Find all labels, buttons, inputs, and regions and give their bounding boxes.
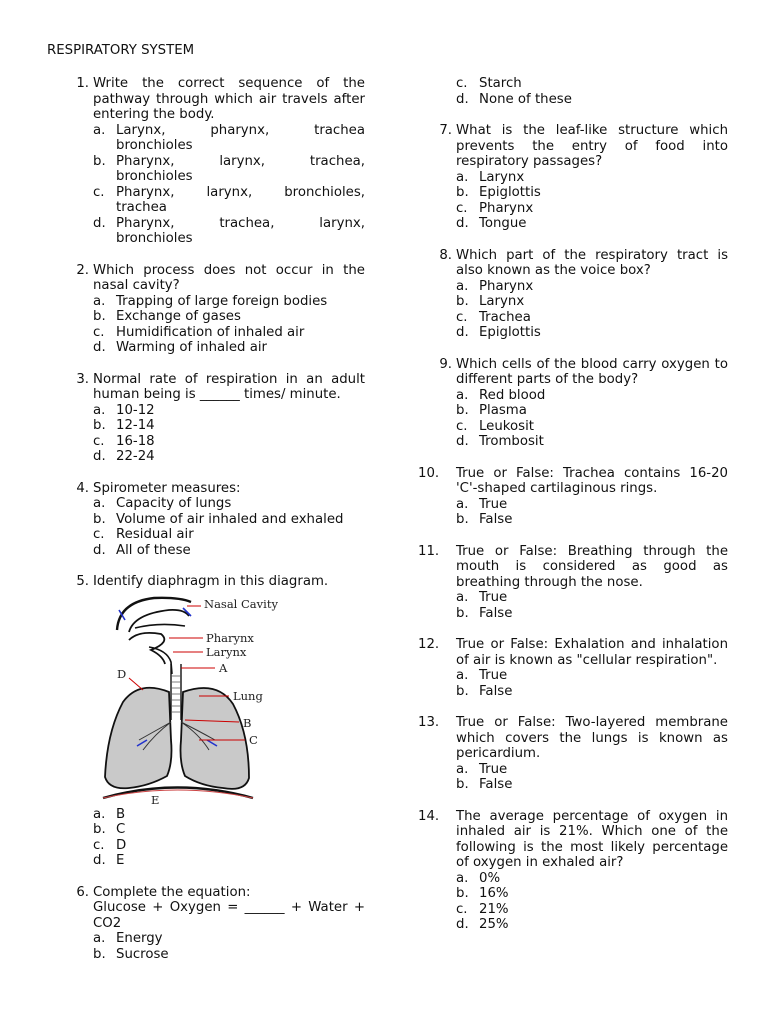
- option-text: Trapping of large foreign bodies: [116, 293, 328, 309]
- question-text: Which part of the respiratory tract is also known as the voice box?: [456, 247, 728, 278]
- option-text-continued: bronchioles: [116, 169, 193, 184]
- option-c[interactable]: [93, 185, 365, 201]
- option-letter: c.: [93, 837, 105, 853]
- question-text: Which process does not occur in the nasal cavity?: [93, 262, 365, 293]
- question-7: [418, 123, 728, 232]
- option-text: Exchange of gases: [116, 309, 241, 324]
- option-c[interactable]: [456, 201, 728, 217]
- question-number: 6.: [76, 884, 89, 900]
- question-text: True or False: Two-layered membrane which covers the lungs is known as pericardium.: [456, 715, 728, 761]
- option-text: Larynx: [479, 169, 525, 185]
- option-text: Pharynx, larynx, trachea,: [116, 153, 365, 169]
- option-d-continued: [93, 231, 365, 247]
- question-number: 4.: [76, 480, 89, 496]
- option-c[interactable]: [93, 838, 365, 854]
- question-text: Write the correct sequence of the pathway through which air travels after entering the body.: [93, 76, 365, 122]
- option-list: [456, 170, 728, 232]
- option-a[interactable]: [456, 497, 728, 513]
- question-2: [55, 263, 365, 356]
- option-c[interactable]: [93, 325, 365, 341]
- option-text: False: [479, 512, 513, 527]
- option-a[interactable]: [93, 807, 365, 823]
- question-13: [418, 715, 728, 793]
- option-d[interactable]: [456, 917, 728, 933]
- right-lung: [181, 688, 250, 789]
- right-column: [418, 76, 728, 949]
- option-text: 25%: [479, 917, 509, 932]
- option-text: Residual air: [116, 527, 194, 542]
- question-text: True or False: Breathing through the mouth is considered as good as breathing through the nose.: [456, 543, 728, 590]
- option-letter: c.: [456, 200, 468, 216]
- option-text: Volume of air inhaled and exhaled: [116, 511, 344, 527]
- label-e: E: [151, 792, 160, 807]
- option-letter: b.: [93, 418, 106, 433]
- option-list: [456, 762, 728, 793]
- option-b[interactable]: [456, 886, 728, 902]
- mouth-outline: [129, 632, 165, 663]
- option-letter: a.: [456, 387, 469, 403]
- option-b[interactable]: [456, 777, 728, 793]
- option-letter: a.: [93, 496, 106, 511]
- label-nasal-cavity: Nasal Cavity: [204, 596, 278, 611]
- option-b-continued: [93, 169, 365, 185]
- option-list: [93, 123, 365, 247]
- option-list: [93, 496, 365, 558]
- option-list: [456, 388, 728, 450]
- option-letter: b.: [93, 511, 106, 527]
- option-d[interactable]: [456, 325, 728, 341]
- page-title: RESPIRATORY SYSTEM: [47, 43, 195, 58]
- option-list: [456, 668, 728, 699]
- option-text: 12-14: [116, 418, 155, 433]
- option-b[interactable]: [456, 294, 728, 310]
- option-a[interactable]: [93, 123, 365, 139]
- option-letter: a.: [456, 590, 469, 605]
- label-b: B: [243, 715, 252, 730]
- option-a[interactable]: [93, 496, 365, 512]
- option-b[interactable]: [456, 403, 728, 419]
- option-d[interactable]: [93, 853, 365, 869]
- question-number: 12.: [418, 637, 440, 652]
- leader-d: [129, 678, 143, 690]
- question-3: [55, 372, 365, 465]
- option-c[interactable]: [456, 310, 728, 326]
- option-c[interactable]: [93, 434, 365, 450]
- option-letter: a.: [456, 668, 469, 683]
- diaphragm-highlight: [103, 790, 253, 798]
- option-text-continued: trachea: [116, 200, 167, 215]
- option-text: Pharynx, larynx, bronchioles,: [116, 184, 365, 200]
- option-letter: a.: [456, 169, 469, 185]
- option-d[interactable]: [93, 340, 365, 356]
- question-text: Normal rate of respiration in an adult human being is ______ times/ minute.: [93, 371, 365, 402]
- option-text: Capacity of lungs: [116, 496, 232, 511]
- option-text: Humidification of inhaled air: [116, 324, 305, 340]
- question-number: 14.: [418, 808, 440, 824]
- option-list: [456, 497, 728, 528]
- option-text: Tongue: [479, 216, 527, 231]
- option-letter: c.: [456, 309, 468, 325]
- option-text: Trachea: [479, 309, 531, 325]
- left-lung: [105, 687, 172, 788]
- option-b[interactable]: [93, 309, 365, 325]
- question-6-continued: [418, 76, 728, 107]
- option-text: Warming of inhaled air: [116, 340, 268, 355]
- option-a[interactable]: [456, 388, 728, 404]
- option-c[interactable]: [456, 419, 728, 435]
- option-list: [93, 403, 365, 465]
- option-letter: b.: [93, 309, 106, 324]
- option-letter: d.: [93, 449, 106, 464]
- option-list: [93, 931, 365, 962]
- option-d[interactable]: [93, 543, 365, 559]
- option-text: Trombosit: [479, 434, 544, 449]
- option-a[interactable]: [93, 294, 365, 310]
- option-b[interactable]: [93, 947, 365, 963]
- option-text: Pharynx: [479, 200, 534, 216]
- option-letter: c.: [456, 76, 468, 91]
- option-text: Plasma: [479, 403, 527, 418]
- label-d: D: [117, 666, 127, 681]
- option-text: True: [479, 761, 508, 777]
- option-c[interactable]: [456, 76, 728, 92]
- option-letter: b.: [456, 512, 469, 527]
- option-a[interactable]: [456, 762, 728, 778]
- question-text: True or False: Exhalation and inhalation of air is known as "cellular respiration".: [456, 637, 728, 668]
- respiratory-diagram: [89, 592, 279, 807]
- option-letter: b.: [93, 946, 106, 962]
- trachea-rings: [171, 676, 181, 712]
- option-b[interactable]: [456, 185, 728, 201]
- option-letter: b.: [456, 294, 469, 309]
- option-a[interactable]: [456, 871, 728, 887]
- option-text: Energy: [116, 931, 163, 946]
- question-number: 2.: [76, 262, 89, 278]
- option-letter: c.: [456, 418, 468, 434]
- option-b[interactable]: [93, 512, 365, 528]
- option-a[interactable]: [456, 590, 728, 606]
- option-letter: a.: [456, 496, 469, 512]
- option-letter: b.: [456, 886, 469, 901]
- option-letter: d.: [456, 325, 469, 340]
- option-letter: a.: [93, 402, 106, 418]
- question-text-equation: Glucose + Oxygen = ______ + Water + CO2: [93, 900, 365, 931]
- option-text: Larynx: [479, 294, 525, 309]
- option-a[interactable]: [93, 403, 365, 419]
- option-text-continued: bronchioles: [116, 231, 193, 246]
- option-text: Pharynx: [479, 278, 534, 294]
- question-text: What is the leaf-like structure which prevents the entry of food into respiratory passages?: [456, 123, 728, 169]
- option-letter: c.: [93, 433, 105, 449]
- option-letter: a.: [93, 931, 106, 946]
- option-letter: b.: [456, 403, 469, 418]
- option-c-continued: [93, 200, 365, 216]
- option-letter: c.: [93, 324, 105, 340]
- option-text: None of these: [479, 91, 572, 107]
- option-list: [93, 807, 365, 869]
- question-6: [55, 885, 365, 963]
- option-letter: d.: [93, 340, 106, 355]
- question-number: 7.: [439, 123, 452, 138]
- question-9: [418, 357, 728, 450]
- question-text: The average percentage of oxygen in inhaled air is 21%. Which one of the following is the most likely percentage of oxygen in exhaled air?: [456, 808, 728, 870]
- option-text: 22-24: [116, 449, 155, 464]
- option-letter: d.: [93, 853, 106, 868]
- option-letter: c.: [93, 527, 105, 542]
- option-a[interactable]: [456, 668, 728, 684]
- option-text: Leukosit: [479, 418, 534, 434]
- question-12: [418, 637, 728, 699]
- option-letter: b.: [93, 153, 106, 169]
- question-number: 1.: [76, 76, 89, 91]
- question-10: [418, 466, 728, 528]
- option-list: [93, 294, 365, 356]
- option-list: [456, 76, 728, 107]
- option-c[interactable]: [93, 527, 365, 543]
- option-letter: b.: [456, 777, 469, 792]
- option-text: Pharynx, trachea, larynx,: [116, 215, 365, 231]
- option-letter: b.: [456, 185, 469, 200]
- left-column: [55, 76, 365, 978]
- option-text: True: [479, 496, 508, 512]
- option-letter: d.: [93, 215, 106, 231]
- question-text: Identify diaphragm in this diagram.: [93, 574, 329, 589]
- option-letter: c.: [93, 184, 105, 200]
- option-text-continued: bronchioles: [116, 138, 193, 153]
- option-b[interactable]: [93, 822, 365, 838]
- question-text: Spirometer measures:: [93, 480, 241, 496]
- palate-outline: [135, 624, 185, 628]
- option-b[interactable]: [456, 606, 728, 622]
- option-letter: d.: [93, 542, 106, 558]
- option-text: Sucrose: [116, 946, 169, 962]
- option-letter: b.: [93, 822, 106, 837]
- option-list: [456, 590, 728, 621]
- option-d[interactable]: [456, 92, 728, 108]
- label-lung: Lung: [233, 688, 263, 703]
- question-text: Which cells of the blood carry oxygen to different parts of the body?: [456, 356, 728, 387]
- question-number: 3.: [76, 371, 89, 387]
- option-letter: a.: [456, 278, 469, 294]
- option-text: True: [479, 590, 508, 605]
- option-text: 16-18: [116, 433, 155, 449]
- question-number: 10.: [418, 465, 440, 481]
- option-b[interactable]: [456, 512, 728, 528]
- option-letter: d.: [456, 434, 469, 449]
- option-d[interactable]: [456, 434, 728, 450]
- question-number: 8.: [439, 247, 452, 263]
- option-text: 21%: [479, 901, 509, 917]
- option-letter: a.: [456, 870, 469, 886]
- option-b[interactable]: [93, 154, 365, 170]
- label-larynx: Larynx: [206, 644, 247, 659]
- option-letter: c.: [456, 901, 468, 917]
- option-letter: a.: [456, 761, 469, 777]
- option-b[interactable]: [456, 684, 728, 700]
- option-letter: a.: [93, 122, 106, 138]
- option-text: D: [116, 837, 127, 853]
- option-d[interactable]: [93, 216, 365, 232]
- option-letter: d.: [456, 917, 469, 932]
- option-text: 10-12: [116, 402, 155, 418]
- option-text: False: [479, 605, 513, 621]
- question-number: 5.: [76, 574, 89, 589]
- option-letter: b.: [456, 605, 469, 621]
- label-a: A: [219, 660, 228, 675]
- option-text: True: [479, 668, 508, 683]
- nasal-cavity-outline: [129, 609, 189, 631]
- question-1: [55, 76, 365, 247]
- option-text: Larynx, pharynx, trachea: [116, 122, 365, 138]
- question-number: 13.: [418, 715, 440, 730]
- question-4: [55, 481, 365, 559]
- option-list: [456, 279, 728, 341]
- option-letter: d.: [456, 91, 469, 107]
- option-a-continued: [93, 138, 365, 154]
- option-d[interactable]: [93, 449, 365, 465]
- option-letter: a.: [93, 806, 106, 822]
- option-b[interactable]: [93, 418, 365, 434]
- option-text: All of these: [116, 542, 191, 558]
- option-text: False: [479, 683, 513, 699]
- question-number: 9.: [439, 356, 452, 372]
- question-number: 11.: [418, 543, 440, 559]
- option-a[interactable]: [456, 279, 728, 295]
- label-pharynx: Pharynx: [206, 630, 254, 645]
- option-d[interactable]: [456, 216, 728, 232]
- question-8: [418, 248, 728, 341]
- question-text: Complete the equation:: [93, 884, 251, 900]
- option-text: False: [479, 777, 513, 792]
- option-text: E: [116, 853, 125, 868]
- label-c: C: [249, 732, 258, 747]
- option-text: C: [116, 822, 126, 837]
- option-text: B: [116, 806, 126, 822]
- question-11: [418, 544, 728, 622]
- option-letter: b.: [456, 683, 469, 699]
- option-text: Starch: [479, 76, 522, 91]
- option-text: Epiglottis: [479, 185, 541, 200]
- question-14: [418, 809, 728, 933]
- option-text: 16%: [479, 886, 509, 901]
- question-text: True or False: Trachea contains 16-20 'C'-shaped cartilaginous rings.: [456, 465, 728, 496]
- option-letter: a.: [93, 293, 106, 309]
- option-text: Epiglottis: [479, 325, 541, 340]
- option-a[interactable]: [456, 170, 728, 186]
- option-c[interactable]: [456, 902, 728, 918]
- option-letter: d.: [456, 216, 469, 231]
- option-text: Red blood: [479, 387, 546, 403]
- option-text: 0%: [479, 870, 501, 886]
- option-a[interactable]: [93, 931, 365, 947]
- question-5: [55, 574, 365, 869]
- option-list: [456, 871, 728, 933]
